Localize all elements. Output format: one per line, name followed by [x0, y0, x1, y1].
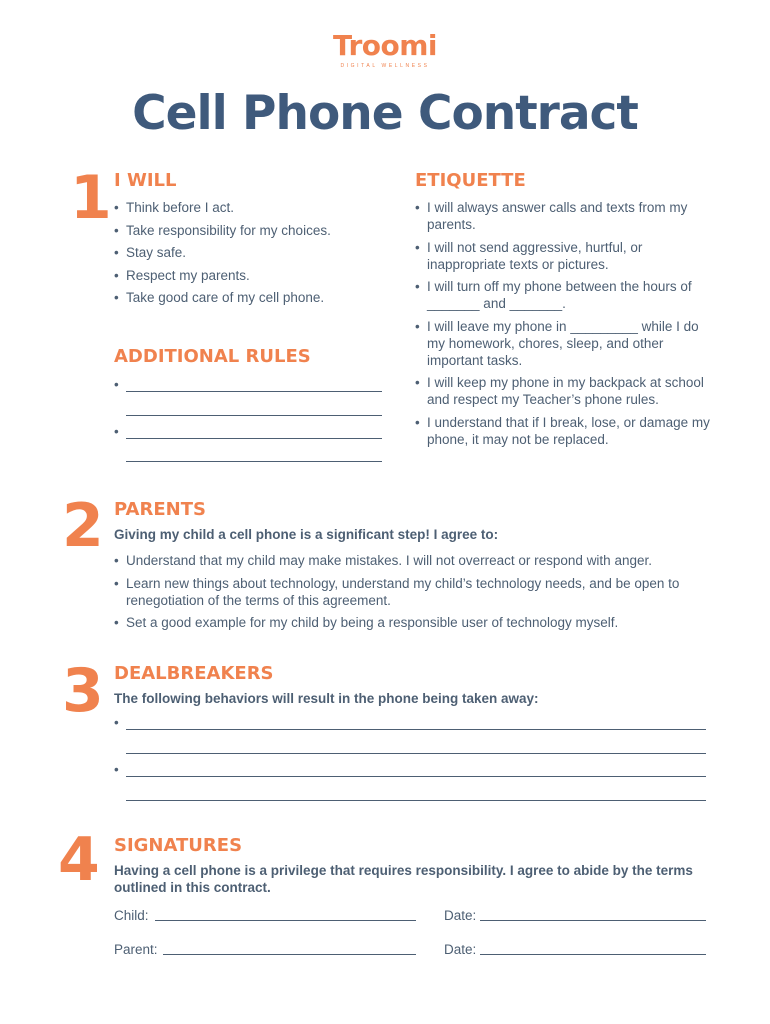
fill-line — [126, 438, 382, 439]
dealbreakers-heading: DEALBREAKERS — [114, 663, 274, 684]
additional-rule-line-1[interactable] — [114, 378, 382, 392]
dealbreaker-line-1[interactable] — [114, 716, 706, 730]
parents-heading: PARENTS — [114, 499, 206, 520]
fill-line — [126, 391, 382, 392]
parents-list — [114, 552, 714, 637]
bullet: • — [114, 762, 119, 777]
bullet: • — [114, 377, 119, 392]
signatures-heading: SIGNATURES — [114, 835, 243, 856]
etiquette-heading: ETIQUETTE — [415, 170, 526, 191]
list-item: • Respect my parents. — [114, 267, 404, 284]
dealbreaker-line-2[interactable] — [114, 763, 706, 777]
troomi-logo — [0, 30, 770, 69]
signatures-intro: Having a cell phone is a privilege that requires responsibility. I agree to abide by the terms outlined in this contract. — [114, 863, 693, 895]
dealbreaker-line-2-continued[interactable] — [114, 787, 706, 801]
fill-line — [126, 800, 706, 801]
child-signature-line[interactable] — [155, 920, 416, 921]
list-item: • Set a good example for my child by being a responsible user of technology myself. — [114, 614, 714, 631]
fill-line — [126, 729, 706, 730]
list-item: • I will always answer calls and texts from my parents. — [415, 199, 715, 233]
list-item: • I will leave my phone in _________ while I do my homework, chores, sleep, and other important tasks. — [415, 318, 715, 369]
parent-signature-line[interactable] — [163, 954, 416, 955]
i-will-list — [114, 199, 404, 312]
section-number-3: 3 — [62, 656, 104, 726]
list-item: • Stay safe. — [114, 244, 404, 261]
bullet: • — [114, 715, 119, 730]
list-item: • Understand that my child may make mistakes. I will not overreact or respond with anger. — [114, 552, 714, 569]
additional-rule-line-2[interactable] — [114, 425, 382, 439]
fill-line — [126, 753, 706, 754]
parent-date-line[interactable] — [480, 954, 706, 955]
section-number-1: 1 — [70, 163, 112, 233]
logo-tagline: DIGITAL WELLNESS — [340, 63, 430, 69]
fill-line — [126, 415, 382, 416]
section-number-4: 4 — [58, 825, 100, 895]
parent-signature-label: Parent: — [114, 942, 158, 957]
additional-rule-line-1-continued[interactable] — [114, 402, 382, 416]
list-item: • I will not send aggressive, hurtful, or inappropriate texts or pictures. — [415, 239, 715, 273]
child-date-label: Date: — [444, 908, 477, 923]
dealbreaker-line-1-continued[interactable] — [114, 740, 706, 754]
list-item: • Learn new things about technology, understand my child’s technology needs, and be open to renegotiation of the terms of this agreement. — [114, 575, 714, 609]
child-signature-label: Child: — [114, 908, 149, 923]
fill-line — [126, 776, 706, 777]
dealbreakers-intro: The following behaviors will result in the phone being taken away: — [114, 691, 539, 706]
list-item: • Take responsibility for my choices. — [114, 222, 404, 239]
list-item: • Take good care of my cell phone. — [114, 289, 404, 306]
page-title: Cell Phone Contract — [132, 86, 638, 141]
parent-date-label: Date: — [444, 942, 477, 957]
list-item: • I will keep my phone in my backpack at school and respect my Teacher’s phone rules. — [415, 374, 715, 408]
child-date-line[interactable] — [480, 920, 706, 921]
additional-rule-line-2-continued[interactable] — [114, 448, 382, 462]
list-item: • I will turn off my phone between the hours of _______ and _______. — [415, 278, 715, 312]
i-will-heading: I WILL — [114, 170, 177, 191]
list-item: • I understand that if I break, lose, or damage my phone, it may not be replaced. — [415, 414, 715, 448]
logo-wordmark: Troomi — [332, 29, 438, 62]
section-number-2: 2 — [62, 491, 104, 561]
etiquette-list — [415, 199, 715, 453]
additional-rules-heading: ADDITIONAL RULES — [114, 346, 311, 367]
bullet: • — [114, 424, 119, 439]
list-item: • Think before I act. — [114, 199, 404, 216]
parents-intro: Giving my child a cell phone is a significant step! I agree to: — [114, 527, 499, 542]
fill-line — [126, 461, 382, 462]
